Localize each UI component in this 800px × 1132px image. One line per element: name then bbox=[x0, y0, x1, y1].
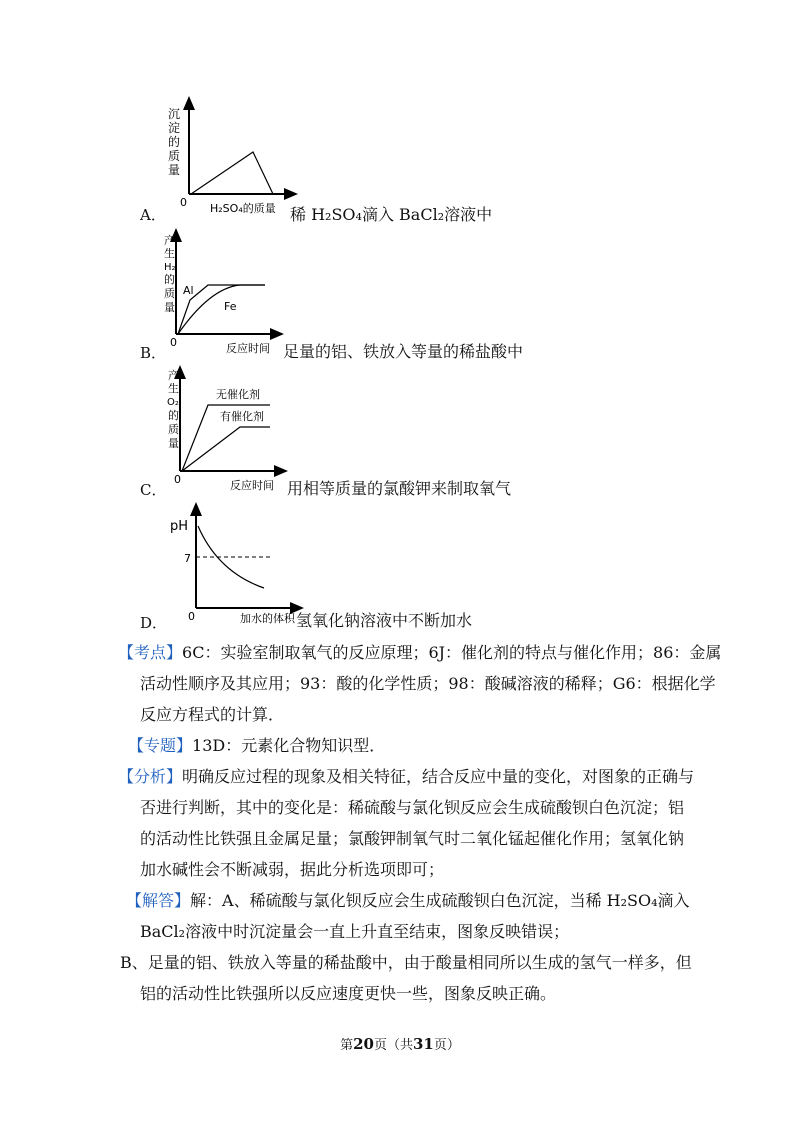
curve-label-al: Al bbox=[183, 284, 194, 297]
footer-middle: 页（共 bbox=[373, 1038, 413, 1053]
option-b-text: 足量的铝、铁放入等量的稀盐酸中 bbox=[283, 342, 524, 361]
footer-suffix: 页） bbox=[433, 1038, 460, 1053]
y-label-char: 生 bbox=[164, 247, 175, 260]
y-label-char: O₂ bbox=[167, 397, 179, 408]
figure-c-graph bbox=[160, 367, 300, 492]
section-zhuanti bbox=[120, 730, 680, 761]
option-b-letter: B． bbox=[140, 344, 167, 362]
y-label-char: 沉 bbox=[168, 107, 181, 121]
fenxi-line: 明确反应过程的现象及相关特征，结合反应中量的变化，对图象的正确与 bbox=[182, 767, 695, 786]
figure-b-graph bbox=[160, 230, 300, 355]
section-kaodian bbox=[118, 637, 722, 730]
kaodian-line: 6C：实验室制取氧气的反应原理；6J：催化剂的特点与催化作用；86：金属 bbox=[182, 643, 722, 662]
y-label-char: 量 bbox=[168, 163, 181, 177]
y-label-char: 生 bbox=[168, 382, 179, 395]
figure-a-graph bbox=[160, 96, 300, 221]
jieda-line: 铝的活动性比铁强所以反应速度更快一些，图象反映正确。 bbox=[140, 984, 557, 1003]
footer-page-number: 20 bbox=[353, 1035, 374, 1053]
y-label-char: 质 bbox=[168, 423, 179, 436]
kaodian-line: 活动性顺序及其应用；93：酸的化学性质；98：酸碱溶液的稀释；G6：根据化学 bbox=[140, 674, 716, 693]
curve-label-catalyst: 有催化剂 bbox=[220, 410, 264, 423]
footer-prefix: 第 bbox=[340, 1038, 354, 1053]
x-axis-label: 加水的体积 bbox=[240, 612, 295, 625]
fenxi-tag: 【分析】 bbox=[118, 767, 183, 786]
y-label-char: 量 bbox=[164, 301, 175, 314]
figure-d-graph bbox=[160, 500, 310, 625]
y-label-char: 量 bbox=[168, 437, 179, 450]
y-label-char: 质 bbox=[164, 287, 175, 300]
kaodian-tag: 【考点】 bbox=[118, 643, 183, 662]
y-label-char: 的 bbox=[168, 135, 181, 149]
origin-label: 0 bbox=[188, 610, 195, 623]
y-label-char: 质 bbox=[168, 149, 181, 163]
kaodian-line: 反应方程式的计算． bbox=[140, 705, 285, 724]
zhuanti-tag: 【专题】 bbox=[128, 736, 193, 755]
y-label-char: 产 bbox=[164, 234, 175, 247]
option-a-text: 稀 H₂SO₄滴入 BaCl₂溶液中 bbox=[290, 205, 493, 224]
x-axis-label: H₂SO₄的质量 bbox=[210, 202, 276, 215]
jieda-line: B、足量的铝、铁放入等量的稀盐酸中，由于酸量相同所以生成的氢气一样多，但 bbox=[120, 953, 692, 972]
fenxi-line: 加水碱性会不断减弱，据此分析选项即可； bbox=[140, 860, 445, 879]
section-fenxi bbox=[118, 761, 695, 885]
curve-label-no-catalyst: 无催化剂 bbox=[216, 388, 260, 401]
page-footer bbox=[0, 1034, 800, 1053]
jieda-tag: 【解答】 bbox=[126, 891, 191, 910]
fenxi-line: 的活动性比铁强且金属足量；氯酸钾制氧气时二氧化锰起催化作用；氢氧化钠 bbox=[140, 829, 685, 848]
curve-label-fe: Fe bbox=[224, 300, 237, 313]
y-label-char: 产 bbox=[168, 369, 179, 382]
option-d-text: 氢氧化钠溶液中不断加水 bbox=[296, 611, 473, 630]
option-a-letter: A． bbox=[140, 206, 166, 224]
origin-label: 0 bbox=[174, 473, 181, 486]
y-label-char: 的 bbox=[164, 273, 175, 286]
y-label-char: 的 bbox=[168, 409, 179, 422]
zhuanti-line: 13D：元素化合物知识型． bbox=[192, 736, 386, 755]
reference-value-7: 7 bbox=[184, 552, 191, 565]
jieda-line: BaCl₂溶液中时沉淀量会一直上升直至结束，图象反映错误； bbox=[140, 922, 570, 941]
option-d-letter: D． bbox=[140, 614, 168, 632]
option-c-letter: C． bbox=[140, 481, 167, 499]
option-c-text: 用相等质量的氯酸钾来制取氧气 bbox=[287, 479, 512, 498]
y-label-char: H₂ bbox=[164, 262, 176, 273]
x-axis-label: 反应时间 bbox=[226, 342, 270, 355]
jieda-line: 解：A、稀硫酸与氯化钡反应会生成硫酸钡白色沉淀，当稀 H₂SO₄滴入 bbox=[190, 891, 690, 910]
y-axis-label-ph: pH bbox=[170, 519, 189, 534]
fenxi-line: 否进行判断，其中的变化是：稀硫酸与氯化钡反应会生成硫酸钡白色沉淀；铝 bbox=[140, 798, 685, 817]
origin-label: 0 bbox=[180, 196, 187, 209]
footer-total-pages: 31 bbox=[413, 1035, 434, 1053]
x-axis-label: 反应时间 bbox=[230, 479, 274, 492]
section-jieda bbox=[120, 885, 692, 1009]
origin-label: 0 bbox=[170, 336, 177, 349]
y-label-char: 淀 bbox=[168, 121, 181, 135]
